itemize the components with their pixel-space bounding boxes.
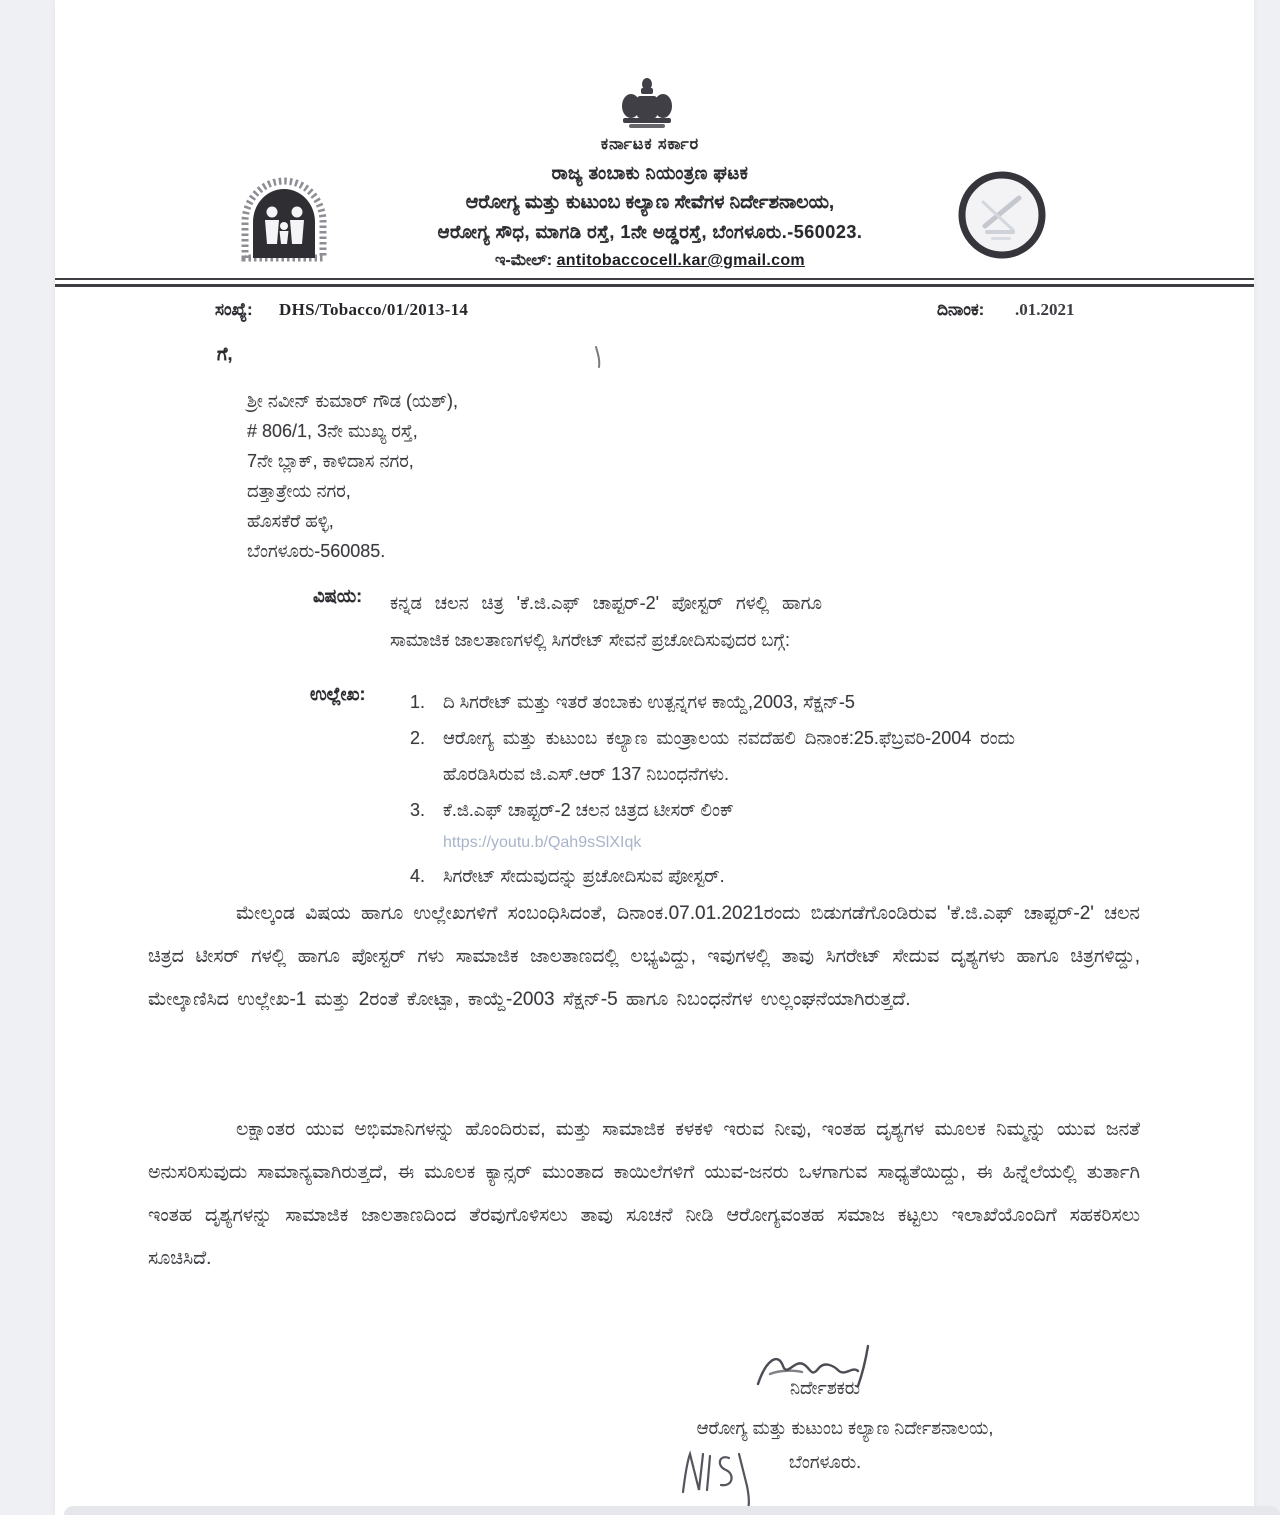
- email-link[interactable]: antitobaccocell.kar@gmail.com: [556, 252, 805, 269]
- signatory-place: ಬೆಂಗಳೂರು.: [788, 1452, 862, 1472]
- subject-label: ವಿಷಯ:: [313, 586, 363, 606]
- ref-label: ಸಂಖ್ಯೆ:: [215, 300, 253, 319]
- header-divider-rule: [55, 278, 1254, 287]
- reference-item-text: ಆರೋಗ್ಯ ಮತ್ತು ಕುಟುಂಬ ಕಲ್ಯಾಣ ಮಂತ್ರಾಲಯ ನವದೆಹಲಿ ದಿನಾಂಕ:25.ಫೆಬ್ರವರಿ-2004 ರಂದು ಹೊರಡಿಸಿರುವ ಜಿ.ಎಸ್.ಆರ್ 137 ನಿಬಂಧನೆಗಳು.: [443, 728, 1015, 784]
- recipient-city: ಬೆಂಗಳೂರು-560085.: [247, 541, 386, 561]
- header-unit: ರಾಜ್ಯ ತಂಬಾಕು ನಿಯಂತ್ರಣ ಘಟಕ: [551, 163, 749, 183]
- header-government: ಕರ್ನಾಟಕ ಸರ್ಕಾರ: [600, 136, 700, 153]
- signatory-org: ಆರೋಗ್ಯ ಮತ್ತು ಕುಟುಂಬ ಕಲ್ಯಾಣ ನಿರ್ದೇಶನಾಲಯ,: [696, 1418, 994, 1438]
- header-email-row: [345, 252, 955, 270]
- reference-item-text: [443, 792, 1015, 858]
- recipient-block-line: 7ನೇ ಬ್ಲಾಕ್, ಕಾಳಿದಾಸ ನಗರ,: [247, 451, 414, 471]
- header-address: ಆರೋಗ್ಯ ಸೌಧ, ಮಾಗಡಿ ರಸ್ತೆ, 1ನೇ ಅಡ್ಡರಸ್ತೆ, ಬೆಂಗಳೂರು.-560023.: [437, 222, 863, 242]
- subject-text: ಕನ್ನಡ ಚಲನ ಚಿತ್ರ 'ಕೆ.ಜಿ.ಎಫ್ ಚಾಪ್ಟರ್-2' ಪೋಸ್ಟರ್ ಗಳಲ್ಲಿ ಹಾಗೂ ಸಾಮಾಜಿಕ ಜಾಲತಾಣಗಳಲ್ಲಿ ಸಿಗರೇಟ್ ಸೇವನೆ ಪ್ರಚೋದಿಸುವುದರ ಬಗ್ಗೆ:: [390, 593, 822, 650]
- recipient-area2: ಹೊಸಕೆರೆ ಹಳ್ಳಿ,: [247, 511, 334, 531]
- reference-list: [410, 684, 1015, 894]
- date-value: .01.2021: [1015, 300, 1075, 319]
- meta-row: [215, 300, 1215, 326]
- reference-item-number: 1.: [410, 692, 426, 712]
- reference-item: [410, 684, 1015, 720]
- reference-item-number: 4.: [410, 866, 426, 886]
- email-label: ಇ-ಮೇಲ್:: [495, 252, 553, 269]
- recipient-address-block: [247, 386, 667, 566]
- teaser-link-description: ಕೆ.ಜಿ.ಎಫ್ ಚಾಪ್ಟರ್-2 ಚಲನ ಚಿತ್ರದ ಟೀಸರ್ ಲಿಂಕ್: [443, 800, 734, 820]
- body-paragraph-1: ಮೇಲ್ಕಂಡ ವಿಷಯ ಹಾಗೂ ಉಲ್ಲೇಖಗಳಿಗೆ ಸಂಬಂಧಿಸಿದಂತೆ, ದಿನಾಂಕ.07.01.2021ರಂದು ಬಿಡುಗಡೆಗೊಂಡಿರುವ 'ಕೆ.ಜಿ.ಎಫ್ ಚಾಪ್ಟರ್-2' ಚಲನ ಚಿತ್ರದ ಟೀಸರ್ ಗಳಲ್ಲಿ ಹಾಗೂ ಪೋಸ್ಟರ್ ಗಳು ಸಾಮಾಜಿಕ ಜಾಲತಾಣದಲ್ಲಿ ಲಭ್ಯವಿದ್ದು, ಇವುಗಳಲ್ಲಿ ತಾವು ಸಿಗರೇಟ್ ಸೇದುವ ದೃಶ್ಯಗಳು ಹಾಗೂ ಚಿತ್ರಗಳಿದ್ದು, ಮೇಲ್ಕಾಣಿಸಿದ ಉಲ್ಲೇಖ-1 ಮತ್ತು 2ರಂತೆ ಕೋಟ್ಪಾ, ಕಾಯ್ದೆ-2003 ಸೆಕ್ಷನ್-5 ಹಾಗೂ ನಿಬಂಧನೆಗಳ ಉಲ್ಲಂಘನೆಯಾಗಿರುತ್ತದೆ.: [148, 903, 1140, 1010]
- youtube-teaser-link[interactable]: https://youtu.b/Qah9sSlXIqk: [443, 834, 642, 851]
- reference-item: [410, 858, 1015, 894]
- recipient-street: # 806/1, 3ನೇ ಮುಖ್ಯ ರಸ್ತೆ,: [247, 421, 418, 441]
- reference-item-number: 3.: [410, 800, 426, 820]
- recipient-name: ಶ್ರೀ ನವೀನ್ ಕುಮಾರ್ ಗೌಡ (ಯಶ್),: [247, 391, 458, 411]
- bottom-ui-bar: [64, 1506, 1280, 1515]
- reference-item-text: ಸಿಗರೇಟ್ ಸೇದುವುದನ್ನು ಪ್ರಚೋದಿಸುವ ಪೋಸ್ಟರ್.: [443, 866, 725, 886]
- letter-page: [55, 0, 1254, 1515]
- header-directorate: ಆರೋಗ್ಯ ಮತ್ತು ಕುಟುಂಬ ಕಲ್ಯಾಣ ಸೇವೆಗಳ ನಿರ್ದೇಶನಾಲಯ,: [465, 192, 835, 213]
- reference-item-text: ದಿ ಸಿಗರೇಟ್ ಮತ್ತು ಇತರೆ ತಂಬಾಕು ಉತ್ಪನ್ನಗಳ ಕಾಯ್ದೆ,2003, ಸೆಕ್ಷನ್-5: [443, 692, 855, 712]
- karnataka-government-emblem-icon: [611, 76, 683, 138]
- reference-item-number: 2.: [410, 728, 426, 748]
- anti-tobacco-cell-round-stamp-icon: [955, 168, 1049, 262]
- reference-item: [410, 792, 1015, 858]
- ref-number: DHS/Tobacco/01/2013-14: [279, 300, 469, 319]
- body-paragraph-2: ಲಕ್ಷಾಂತರ ಯುವ ಅಭಿಮಾನಿಗಳನ್ನು ಹೊಂದಿರುವ, ಮತ್ತು ಸಾಮಾಜಿಕ ಕಳಕಳಿ ಇರುವ ನೀವು, ಇಂತಹ ದೃಶ್ಯಗಳ ಮೂಲಕ ನಿಮ್ಮನ್ನು ಯುವ ಜನತೆ ಅನುಸರಿಸುವುದು ಸಾಮಾನ್ಯವಾಗಿರುತ್ತದೆ, ಈ ಮೂಲಕ ಕ್ಯಾನ್ಸರ್ ಮುಂತಾದ ಕಾಯಿಲೆಗಳಿಗೆ ಯುವ-ಜನರು ಒಳಗಾಗುವ ಸಾಧ್ಯತೆಯಿದ್ದು, ಈ ಹಿನ್ನೆಲೆಯಲ್ಲಿ ತುರ್ತಾಗಿ ಇಂತಹ ದೃಶ್ಯಗಳನ್ನು ಸಾಮಾಜಿಕ ಜಾಲತಾಣದಿಂದ ತೆರವುಗೊಳಿಸಲು ತಾವು ಸೂಚನೆ ನೀಡಿ ಆರೋಗ್ಯವಂತಹ ಸಮಾಜ ಕಟ್ಟಲು ಇಲಾಖೆಯೊಂದಿಗೆ ಸಹಕರಿಸಲು ಸೂಚಿಸಿದೆ.: [148, 1119, 1140, 1269]
- date-label: ದಿನಾಂಕ:: [937, 300, 985, 319]
- recipient-area1: ದತ್ತಾತ್ರೇಯ ನಗರ,: [247, 481, 351, 501]
- reference-item: [410, 720, 1015, 792]
- signatory-title: ನಿರ್ದೇಶಕರು: [789, 1378, 861, 1398]
- national-health-mission-logo-icon: [233, 170, 335, 264]
- initials-scribble-icon: [677, 1444, 767, 1514]
- reference-label: ಉಲ್ಲೇಖ:: [310, 684, 366, 704]
- salutation: ಗೆ,: [217, 344, 233, 364]
- scan-artifact-mark: [593, 346, 603, 368]
